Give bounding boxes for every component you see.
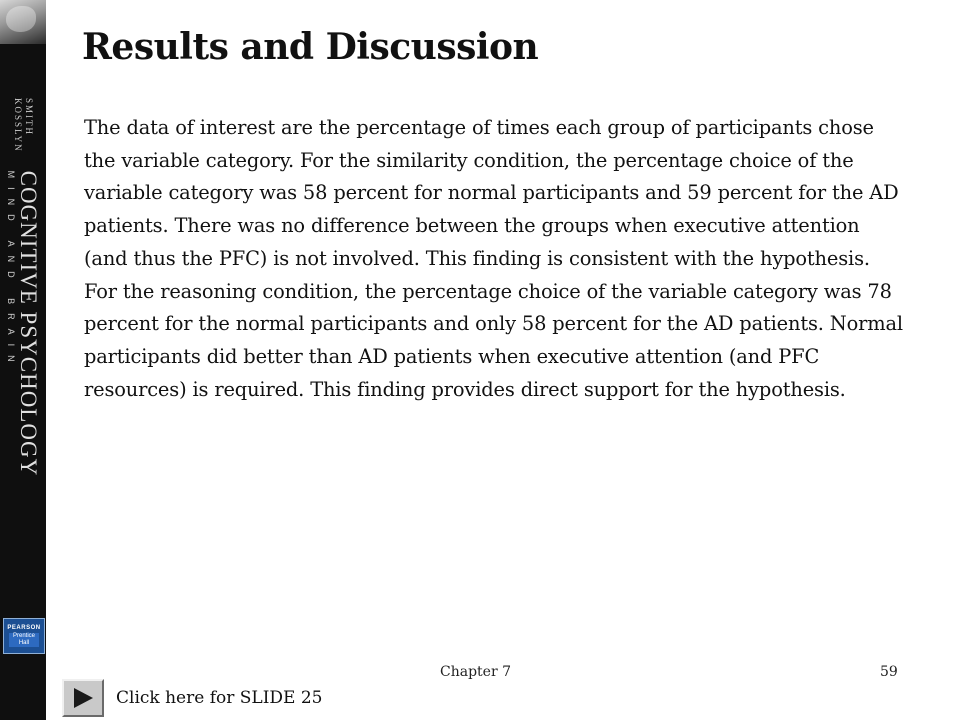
spine-authors — [12, 98, 34, 153]
spine-series — [6, 171, 40, 477]
publisher-name: PEARSON — [7, 625, 41, 631]
slide-title: Results and Discussion — [82, 26, 539, 68]
publisher-imprint-line-2: Hall — [18, 640, 30, 646]
spine-text — [6, 98, 40, 558]
footer-chapter-label: Chapter 7 — [440, 664, 511, 680]
publisher-imprint-line-1: Prentice — [12, 633, 35, 639]
publisher-logo — [3, 618, 45, 654]
slide-body-text: The data of interest are the percentage of times each group of participants chose the variable category. For the similarity condition, the percentage choice of the variable category was 58 percent for normal participants and 59 percent for the AD patients. There was no difference between the groups when executive attention (and thus the PFC) is not involved. This finding is consistent with the hypothesis. For the reasoning condition, the percentage choice of the variable category was 78 percent for the normal participants and only 58 percent for the AD patients. Normal participants did better than AD patients when executive attention (and PFC resources) is required. This finding provides direct support for the hypothesis. — [84, 116, 903, 401]
spine-series-subtitle: MIND AND BRAIN — [6, 170, 16, 371]
play-triangle-icon — [70, 686, 96, 710]
spine-author-kosslyn: KOSSLYN — [13, 98, 23, 153]
publisher-imprint — [9, 633, 39, 647]
next-slide-button[interactable] — [62, 679, 104, 717]
footer-page-number: 59 — [880, 664, 898, 680]
book-spine — [0, 0, 46, 720]
spine-author-smith: SMITH — [24, 98, 34, 137]
cover-art-image — [0, 0, 46, 44]
spine-series-title: COGNITIVE PSYCHOLOGY — [16, 170, 41, 477]
slide-25-link[interactable]: Click here for SLIDE 25 — [116, 688, 323, 708]
